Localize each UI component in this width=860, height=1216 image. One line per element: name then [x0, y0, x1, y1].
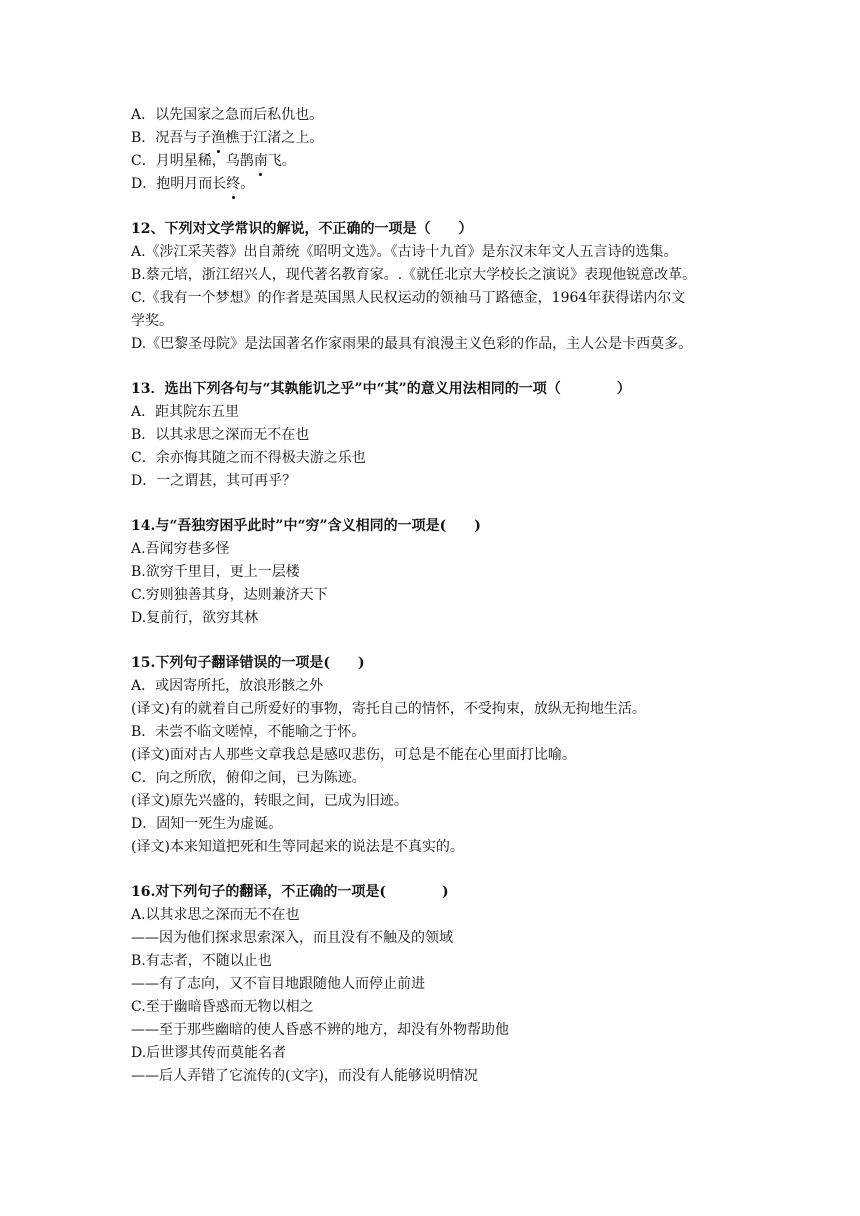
q16-option-a-translation: ——因为他们探求思索深入，而且没有不触及的领域 [131, 930, 453, 946]
q12-option-b: B.蔡元培，浙江绍兴人，现代著名教育家。.《就任北京大学校长之演说》表现他锐意改革。 [131, 267, 697, 283]
exam-page [131, 104, 731, 1088]
q11-option-d-text: D．抱明月而长 [131, 176, 227, 192]
q15-option-d: D．固知一死生为虚诞。 [131, 816, 283, 832]
emphasis-dot-char: 南 [254, 150, 268, 173]
emphasis-dot-char: 渔 [211, 127, 225, 150]
question-13 [131, 378, 731, 493]
q11-option-a: A．以先国家之急而后私仇也。 [131, 107, 324, 123]
q11-option-b-text: B．况吾与子 [131, 130, 212, 146]
q16-option-b-translation: ——有了志向，又不盲目地跟随他人而停止前进 [131, 976, 425, 992]
q15-option-a: A．或因寄所托，放浪形骸之外 [131, 678, 324, 694]
q16-option-c: C.至于幽暗昏惑而无物以相之 [131, 999, 314, 1015]
q16-option-c-translation: ——至于那些幽暗的使人昏惑不辨的地方，却没有外物帮助他 [131, 1022, 509, 1038]
q14-option-c: C.穷则独善其身，达则兼济天下 [131, 587, 328, 603]
q11-option-d [131, 173, 731, 196]
question-16-title: 16.对下列句子的翻译，不正确的一项是( ) [131, 884, 449, 900]
emphasis-dot-char: 终 [226, 173, 240, 196]
q15-option-c-translation: (译文)原先兴盛的，转眼之间，已成为旧迹。 [131, 793, 408, 809]
question-15 [131, 652, 731, 859]
spacer [131, 356, 731, 378]
question-14 [131, 515, 731, 630]
q15-option-d-translation: (译文)本来知道把死和生等同起来的说法是不真实的。 [131, 839, 464, 855]
q12-option-c-line-2: 学奖。 [131, 313, 173, 329]
q11-option-c [131, 150, 731, 173]
q14-option-d: D.复前行，欲穷其林 [131, 610, 259, 626]
question-13-title: 13．选出下列各句与“其孰能讥之乎”中“其”的意义用法相同的一项（ ） [131, 381, 631, 397]
spacer [131, 859, 731, 881]
question-12-title: 12、下列对文学常识的解说，不正确的一项是（ ） [131, 221, 473, 237]
q13-option-a: A．距其院东五里 [131, 404, 240, 420]
q12-option-a: A.《涉江采芙蓉》出自萧统《昭明文选》。《古诗十九首》是东汉末年文人五言诗的选集。 [131, 244, 678, 260]
q15-option-c: C．向之所欣，俯仰之间，已为陈迹。 [131, 770, 366, 786]
spacer [131, 630, 731, 652]
q11-option-c-text: C．月明星稀，乌鹊 [131, 153, 254, 169]
question-11-options [131, 104, 731, 196]
spacer [131, 493, 731, 515]
q11-option-b [131, 127, 731, 150]
q16-option-a: A.以其求思之深而无不在也 [131, 907, 300, 923]
question-15-title: 15.下列句子翻译错误的一项是( ) [131, 655, 365, 671]
q13-option-c: C．余亦悔其随之而不得极夫游之乐也 [131, 450, 366, 466]
question-16 [131, 881, 731, 1088]
q15-option-b-translation: (译文)面对古人那些文章我总是感叹悲伤，可总是不能在心里面打比喻。 [131, 747, 576, 763]
question-12 [131, 218, 731, 356]
question-14-title: 14.与“吾独穷困乎此时”中“穷”含义相同的一项是( ) [131, 518, 481, 534]
q11-option-b-text-end: 樵于江渚之上。 [225, 130, 324, 146]
q13-option-b: B．以其求思之深而无不在也 [131, 427, 310, 443]
q11-option-c-text-end: 飞。 [267, 153, 296, 169]
q11-option-d-text-end: 。 [240, 176, 255, 192]
q16-option-b: B.有志者，不随以止也 [131, 953, 272, 969]
q14-option-b: B.欲穷千里目，更上一层楼 [131, 564, 300, 580]
q15-option-a-translation: (译文)有的就着自己所爱好的事物，寄托自己的情怀，不受拘束，放纵无拘地生活。 [131, 701, 646, 717]
q12-option-d: D.《巴黎圣母院》是法国著名作家雨果的最具有浪漫主义色彩的作品，主人公是卡西莫多。 [131, 336, 693, 352]
q12-option-c-line-1: C.《我有一个梦想》的作者是英国黑人民权运动的领袖马丁路德金，1964年获得诺内尔文 [131, 290, 686, 306]
q16-option-d-translation: ——后人弄错了它流传的(文字)，而没有人能够说明情况 [131, 1068, 478, 1084]
q14-option-a: A.吾闻穷巷多怪 [131, 541, 230, 557]
q13-option-d: D．一之谓甚，其可再乎？ [131, 473, 297, 489]
q16-option-d: D.后世谬其传而莫能名者 [131, 1045, 287, 1061]
q15-option-b: B．未尝不临文嗟悼，不能喻之于怀。 [131, 724, 366, 740]
spacer [131, 196, 731, 218]
